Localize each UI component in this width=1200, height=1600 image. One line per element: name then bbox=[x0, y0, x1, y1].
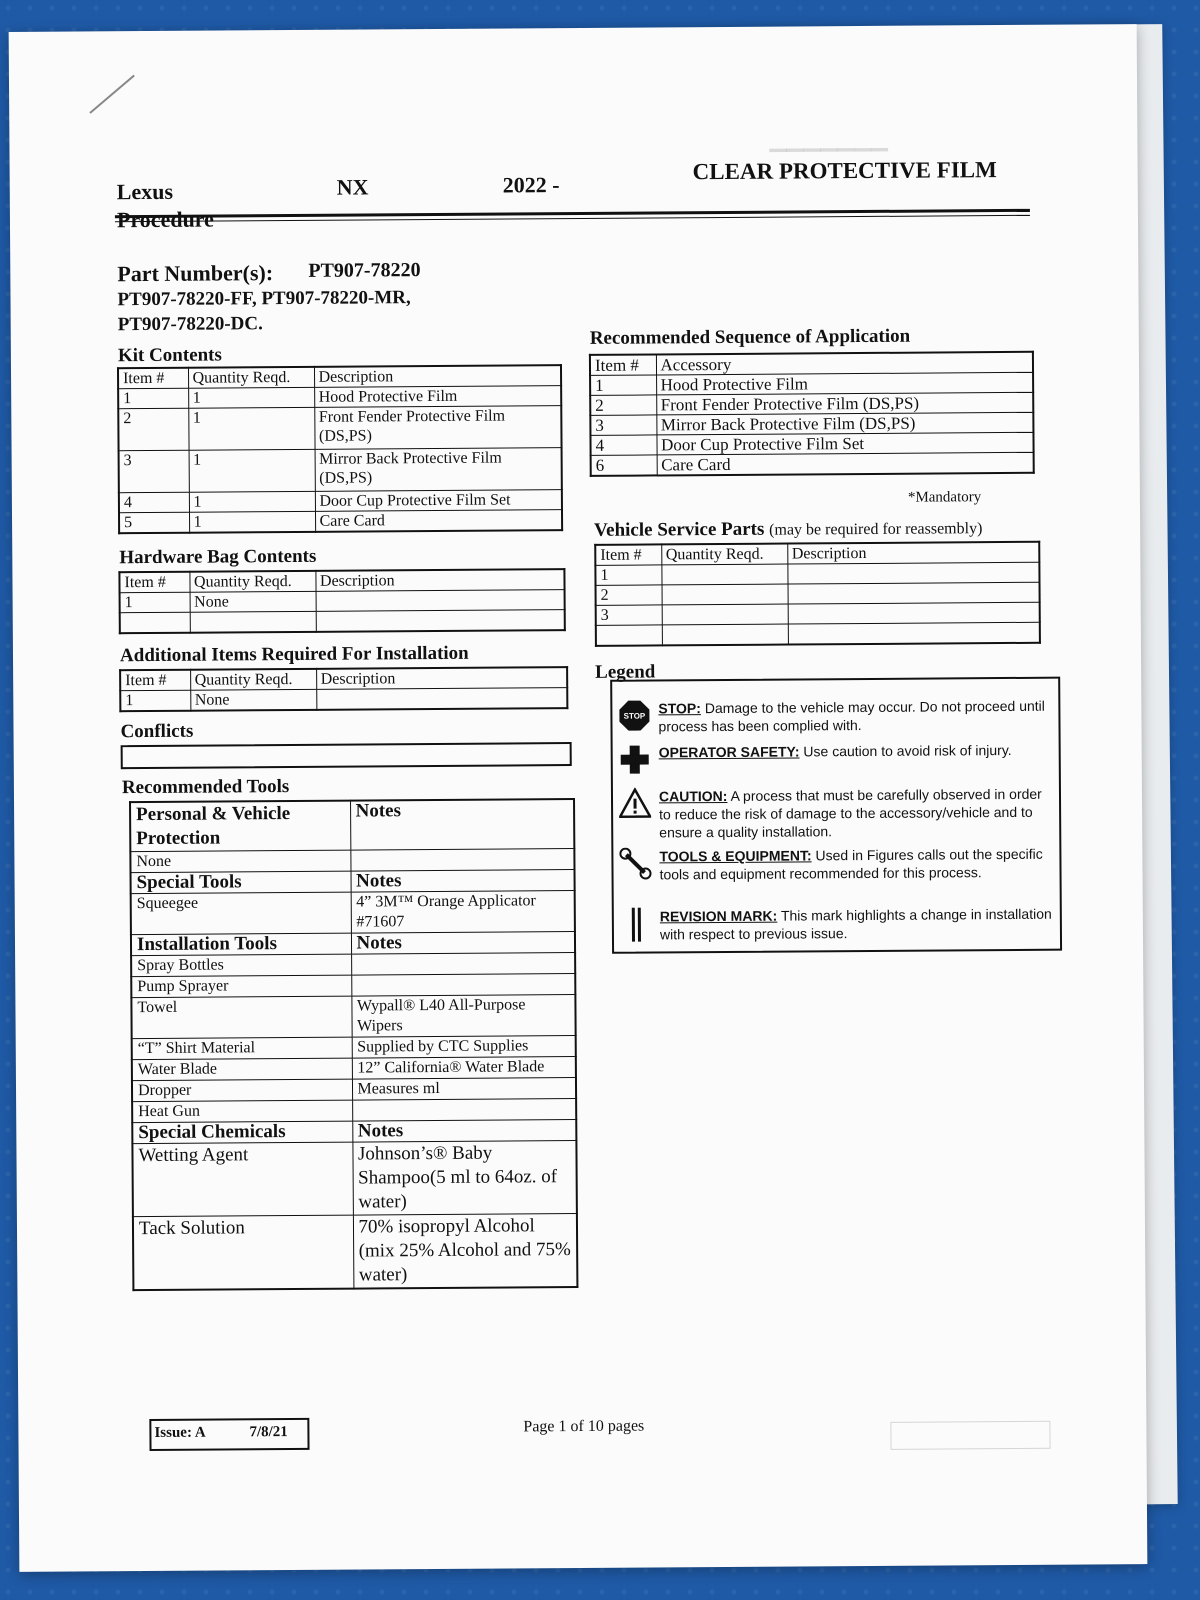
cell-item: 5 bbox=[119, 512, 189, 533]
stop-sign-text: STOP bbox=[623, 711, 646, 721]
service-parts-title bbox=[594, 517, 982, 542]
table-row bbox=[119, 510, 562, 534]
show-through-box bbox=[890, 1421, 1050, 1450]
issue-date: 7/8/21 bbox=[249, 1424, 288, 1441]
cell-accessory: Door Cup Protective Film Set bbox=[656, 432, 1033, 455]
column-header: Description bbox=[787, 542, 1039, 564]
service-parts-heading: Vehicle Service Parts bbox=[594, 518, 765, 541]
tool-name: Squeegee bbox=[131, 892, 351, 935]
tool-note: 12” California® Water Blade bbox=[352, 1057, 576, 1080]
column-header: Quantity Reqd. bbox=[661, 544, 787, 565]
part-number-primary: PT907-78220 bbox=[308, 259, 421, 282]
column-header: Description bbox=[314, 365, 561, 387]
table-row bbox=[596, 622, 1040, 645]
cell-desc bbox=[316, 610, 565, 632]
cell-item: 1 bbox=[595, 565, 661, 585]
legend-item-tools bbox=[619, 845, 1055, 904]
header-divider bbox=[115, 209, 1030, 218]
cell-accessory: Mirror Back Protective Film (DS,PS) bbox=[656, 412, 1033, 435]
cell-item: 3 bbox=[596, 605, 662, 625]
table-row bbox=[132, 1036, 576, 1060]
table-row bbox=[118, 406, 561, 451]
cell-item: 3 bbox=[590, 415, 656, 435]
cell-accessory: Care Card bbox=[657, 452, 1034, 475]
cell-qty bbox=[662, 624, 788, 645]
section-heading: Special Chemicals bbox=[132, 1121, 352, 1144]
cell-item: 1 bbox=[590, 375, 656, 395]
legend-text bbox=[659, 845, 1055, 884]
legend-description: Damage to the vehicle may occur. Do not proceed until process has been complied with. bbox=[658, 697, 1045, 735]
cell-desc bbox=[788, 622, 1040, 644]
column-header: Quantity Reqd. bbox=[189, 571, 315, 592]
table-row bbox=[120, 610, 565, 633]
recommended-tools-table bbox=[129, 798, 578, 1291]
cell-qty bbox=[662, 584, 788, 605]
wrench-icon bbox=[619, 847, 651, 879]
cell-item: 1 bbox=[120, 690, 190, 711]
cell-desc: Mirror Back Protective Film (DS,PS) bbox=[315, 448, 562, 492]
header-year: 2022 - bbox=[502, 172, 560, 198]
cell-item: 4 bbox=[590, 435, 656, 455]
tool-name: None bbox=[130, 850, 350, 873]
cell-qty bbox=[661, 564, 787, 585]
additional-items-table bbox=[119, 666, 568, 712]
cell-qty: None bbox=[190, 591, 316, 612]
header-subtitle: Procedure bbox=[116, 206, 214, 233]
cell-accessory: Hood Protective Film bbox=[656, 372, 1033, 395]
warning-triangle-icon bbox=[619, 787, 651, 819]
column-header: Description bbox=[315, 569, 564, 591]
sequence-table bbox=[589, 351, 1035, 477]
tool-note: Supplied by CTC Supplies bbox=[352, 1036, 576, 1059]
tool-note: 4” 3M™ Orange Applicator #71607 bbox=[351, 891, 575, 934]
sequence-title: Recommended Sequence of Application bbox=[589, 325, 911, 349]
conflicts-box bbox=[121, 742, 572, 769]
cell-qty bbox=[190, 611, 316, 632]
cell-item: 6 bbox=[591, 455, 657, 476]
page-number: Page 1 of 10 pages bbox=[523, 1417, 645, 1436]
legend-item-caution bbox=[619, 785, 1055, 844]
legend-label: STOP: bbox=[658, 700, 701, 717]
header-make: Lexus bbox=[116, 178, 174, 205]
column-header: Item # bbox=[118, 368, 188, 389]
show-through-decoration: ▁▁▁▁▁▁▁ bbox=[769, 125, 888, 152]
column-header: Item # bbox=[120, 670, 190, 691]
cell-item: 2 bbox=[118, 408, 188, 450]
cell-desc bbox=[788, 602, 1040, 624]
section-heading: Personal & Vehicle Protection bbox=[130, 801, 350, 852]
tool-name: Heat Gun bbox=[132, 1100, 352, 1123]
service-parts-table bbox=[594, 541, 1041, 647]
cross-icon bbox=[619, 743, 651, 775]
legend-description: Use caution to avoid risk of injury. bbox=[803, 741, 1012, 760]
column-header: Description bbox=[316, 667, 567, 689]
part-number-line3: PT907-78220-DC. bbox=[117, 313, 263, 336]
tool-name: “T” Shirt Material bbox=[132, 1037, 352, 1060]
legend-item-revision bbox=[620, 905, 1056, 948]
cell-desc: Front Fender Protective Film (DS,PS) bbox=[314, 406, 561, 450]
table-row bbox=[591, 452, 1034, 476]
tool-name: Pump Sprayer bbox=[131, 975, 351, 998]
cell-desc bbox=[316, 688, 567, 710]
legend-box bbox=[610, 677, 1062, 954]
hardware-bag-title: Hardware Bag Contents bbox=[119, 545, 317, 569]
column-header: Item # bbox=[119, 572, 189, 593]
tool-note: Johnson’s® Baby Shampoo(5 ml to 64oz. of water) bbox=[352, 1141, 577, 1216]
part-number-label: Part Number(s): bbox=[117, 260, 274, 287]
legend-text bbox=[659, 785, 1055, 842]
tools-section-header bbox=[130, 799, 574, 852]
cell-item: 2 bbox=[596, 585, 662, 605]
legend-label: OPERATOR SAFETY: bbox=[658, 743, 800, 761]
additional-items-title: Additional Items Required For Installation bbox=[119, 642, 469, 667]
hardware-bag-table bbox=[118, 568, 565, 634]
issue-box bbox=[149, 1418, 309, 1451]
cell-item: 1 bbox=[118, 388, 188, 408]
cell-desc bbox=[316, 590, 565, 612]
notes-heading: Notes bbox=[350, 799, 574, 850]
tool-note: 70% isopropyl Alcohol (mix 25% Alcohol and 75% water) bbox=[353, 1214, 578, 1289]
cell-item bbox=[120, 612, 190, 632]
tool-note bbox=[351, 953, 575, 976]
cell-desc: Door Cup Protective Film Set bbox=[315, 490, 562, 512]
table-row bbox=[132, 1141, 576, 1217]
legend-item-safety bbox=[619, 741, 1055, 782]
table-row bbox=[119, 448, 562, 493]
column-header: Item # bbox=[590, 354, 656, 375]
tool-note bbox=[352, 1099, 576, 1122]
section-heading: Special Tools bbox=[131, 871, 351, 894]
tool-name: Towel bbox=[131, 996, 351, 1039]
tool-name: Tack Solution bbox=[133, 1215, 354, 1290]
cell-qty bbox=[662, 604, 788, 625]
legend-title: Legend bbox=[595, 661, 656, 683]
column-header: Quantity Reqd. bbox=[190, 669, 316, 690]
section-heading: Installation Tools bbox=[131, 933, 351, 956]
tool-note bbox=[350, 849, 574, 872]
service-parts-note: (may be required for reassembly) bbox=[769, 520, 983, 539]
revision-bars-icon bbox=[620, 907, 652, 939]
issue-label: Issue: A bbox=[154, 1424, 206, 1441]
column-header: Accessory bbox=[656, 352, 1033, 375]
staple-mark bbox=[89, 75, 134, 114]
table-row bbox=[120, 688, 567, 712]
legend-text bbox=[660, 905, 1056, 944]
table-row bbox=[119, 490, 562, 513]
cell-qty: 1 bbox=[188, 407, 314, 450]
cell-qty: 1 bbox=[188, 387, 314, 408]
tool-name: Water Blade bbox=[132, 1058, 352, 1081]
table-row bbox=[133, 1214, 578, 1291]
column-header: Item # bbox=[595, 544, 661, 565]
cell-desc: Hood Protective Film bbox=[314, 386, 561, 408]
legend-item-stop bbox=[618, 697, 1054, 740]
notes-heading: Notes bbox=[351, 870, 575, 893]
notes-heading: Notes bbox=[351, 932, 575, 955]
kit-contents-title: Kit Contents bbox=[117, 344, 222, 367]
cell-desc bbox=[788, 582, 1040, 604]
legend-label: CAUTION: bbox=[658, 787, 728, 805]
document-page bbox=[9, 24, 1148, 1572]
header-title: CLEAR PROTECTIVE FILM bbox=[692, 157, 997, 185]
notes-heading: Notes bbox=[352, 1120, 576, 1143]
conflicts-title: Conflicts bbox=[120, 720, 194, 743]
cell-accessory: Front Fender Protective Film (DS,PS) bbox=[656, 392, 1033, 415]
cell-item: 4 bbox=[119, 492, 189, 512]
cell-desc bbox=[787, 562, 1039, 584]
tool-note: Measures ml bbox=[352, 1078, 576, 1101]
cell-item: 1 bbox=[120, 592, 190, 612]
kit-contents-table bbox=[117, 364, 563, 534]
tool-name: Wetting Agent bbox=[132, 1142, 353, 1217]
legend-text bbox=[659, 741, 1055, 762]
legend-description: A process that must be carefully observed in order to reduce the risk of damage to the accessory/vehicle and to ensure a quality installation. bbox=[659, 785, 1042, 841]
tool-note bbox=[351, 974, 575, 997]
cell-desc: Care Card bbox=[315, 510, 562, 532]
table-row bbox=[131, 995, 575, 1039]
recommended-tools-title: Recommended Tools bbox=[121, 776, 290, 799]
tool-note: Wypall® L40 All-Purpose Wipers bbox=[351, 995, 575, 1038]
legend-text bbox=[658, 697, 1054, 736]
cell-qty: None bbox=[190, 689, 316, 710]
part-number-line2: PT907-78220-FF, PT907-78220-MR, bbox=[117, 287, 411, 311]
tool-name: Dropper bbox=[132, 1079, 352, 1102]
cell-qty: 1 bbox=[189, 449, 315, 492]
table-row bbox=[131, 891, 575, 935]
cell-item: 2 bbox=[590, 395, 656, 415]
legend-description: Used in Figures calls out the specific tools and equipment recommended for this process. bbox=[659, 845, 1043, 883]
legend-label: REVISION MARK: bbox=[659, 907, 778, 925]
cell-qty: 1 bbox=[189, 491, 315, 512]
cell-item: 3 bbox=[119, 450, 189, 492]
cell-qty: 1 bbox=[189, 511, 315, 532]
mandatory-note: *Mandatory bbox=[907, 489, 982, 506]
legend-label: TOOLS & EQUIPMENT: bbox=[659, 847, 812, 865]
tool-name: Spray Bottles bbox=[131, 954, 351, 977]
header-model: NX bbox=[336, 174, 369, 200]
table-row bbox=[132, 1057, 576, 1081]
legend-description: This mark highlights a change in installation with respect to previous issue. bbox=[659, 905, 1052, 943]
column-header: Quantity Reqd. bbox=[188, 367, 314, 388]
cell-item bbox=[596, 625, 662, 645]
stop-sign-icon bbox=[618, 699, 650, 731]
